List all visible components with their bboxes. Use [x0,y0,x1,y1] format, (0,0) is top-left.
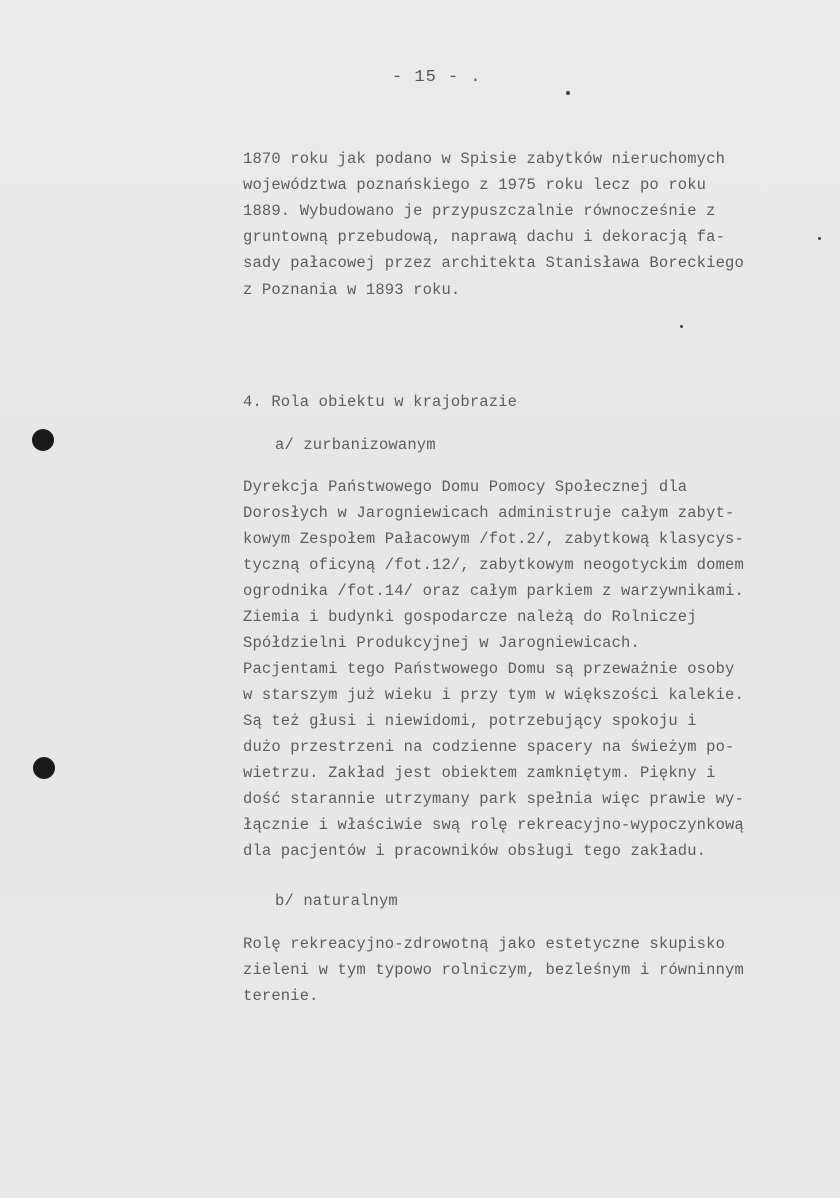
paragraph-b-line: terenie. [243,987,319,1005]
paragraph-b-line: zieleni w tym typowo rolniczym, bezleśnym i równinnym [243,961,744,979]
paragraph-a-line: tyczną oficyną /fot.12/, zabytkowym neogotyckim domem [243,556,744,574]
paragraph-a-line: Dorosłych w Jarogniewicach administruje całym zabyt- [243,504,735,522]
paragraph-a-line: Dyrekcja Państwowego Domu Pomocy Społecznej dla [243,478,688,496]
subsection-a-heading: a/ zurbanizowanym [275,436,436,454]
paragraph-b-line: Rolę rekreacyjno-zdrowotną jako estetyczne skupisko [243,935,726,953]
intro-line: z Poznania w 1893 roku. [243,281,461,299]
paragraph-a-line: Są też głusi i niewidomi, potrzebujący spokoju i [243,712,697,730]
paragraph-a-line: Ziemia i budynki gospodarcze należą do Rolniczej [243,608,697,626]
paragraph-a-line: Pacjentami tego Państwowego Domu są przeważnie osoby [243,660,735,678]
section-heading: 4. Rola obiektu w krajobrazie [243,393,518,411]
intro-line: gruntowną przebudową, naprawą dachu i dekoracją fa- [243,228,726,246]
intro-line: 1889. Wybudowano je przypuszczalnie równocześnie z [243,202,716,220]
intro-line: 1870 roku jak podano w Spisie zabytków nieruchomych [243,150,726,168]
page-number: - 15 - . [392,68,482,87]
paragraph-a-line: łącznie i właściwie swą rolę rekreacyjno-wypoczynkową [243,816,744,834]
ink-speck [680,325,683,328]
intro-line: sady pałacowej przez architekta Stanisława Boreckiego [243,254,744,272]
ink-speck [818,237,821,240]
paragraph-a-line: dużo przestrzeni na codzienne spacery na świeżym po- [243,738,735,756]
punch-hole-bottom [33,757,55,779]
subsection-b-heading: b/ naturalnym [275,892,398,910]
paragraph-a-line: wietrzu. Zakład jest obiektem zamkniętym. Piękny i [243,764,716,782]
paragraph-a-line: dość starannie utrzymany park spełnia więc prawie wy- [243,790,744,808]
punch-hole-top [32,429,54,451]
paragraph-a-line: Spółdzielni Produkcyjnej w Jarogniewicach. [243,634,640,652]
paragraph-a-line: kowym Zespołem Pałacowym /fot.2/, zabytkową klasycys- [243,530,744,548]
paragraph-a-line: dla pacjentów i pracowników obsługi tego zakładu. [243,842,707,860]
ink-speck [566,91,570,95]
paragraph-a-line: w starszym już wieku i przy tym w większości kalekie. [243,686,744,704]
paragraph-a-line: ogrodnika /fot.14/ oraz całym parkiem z warzywnikami. [243,582,744,600]
intro-line: województwa poznańskiego z 1975 roku lecz po roku [243,176,707,194]
